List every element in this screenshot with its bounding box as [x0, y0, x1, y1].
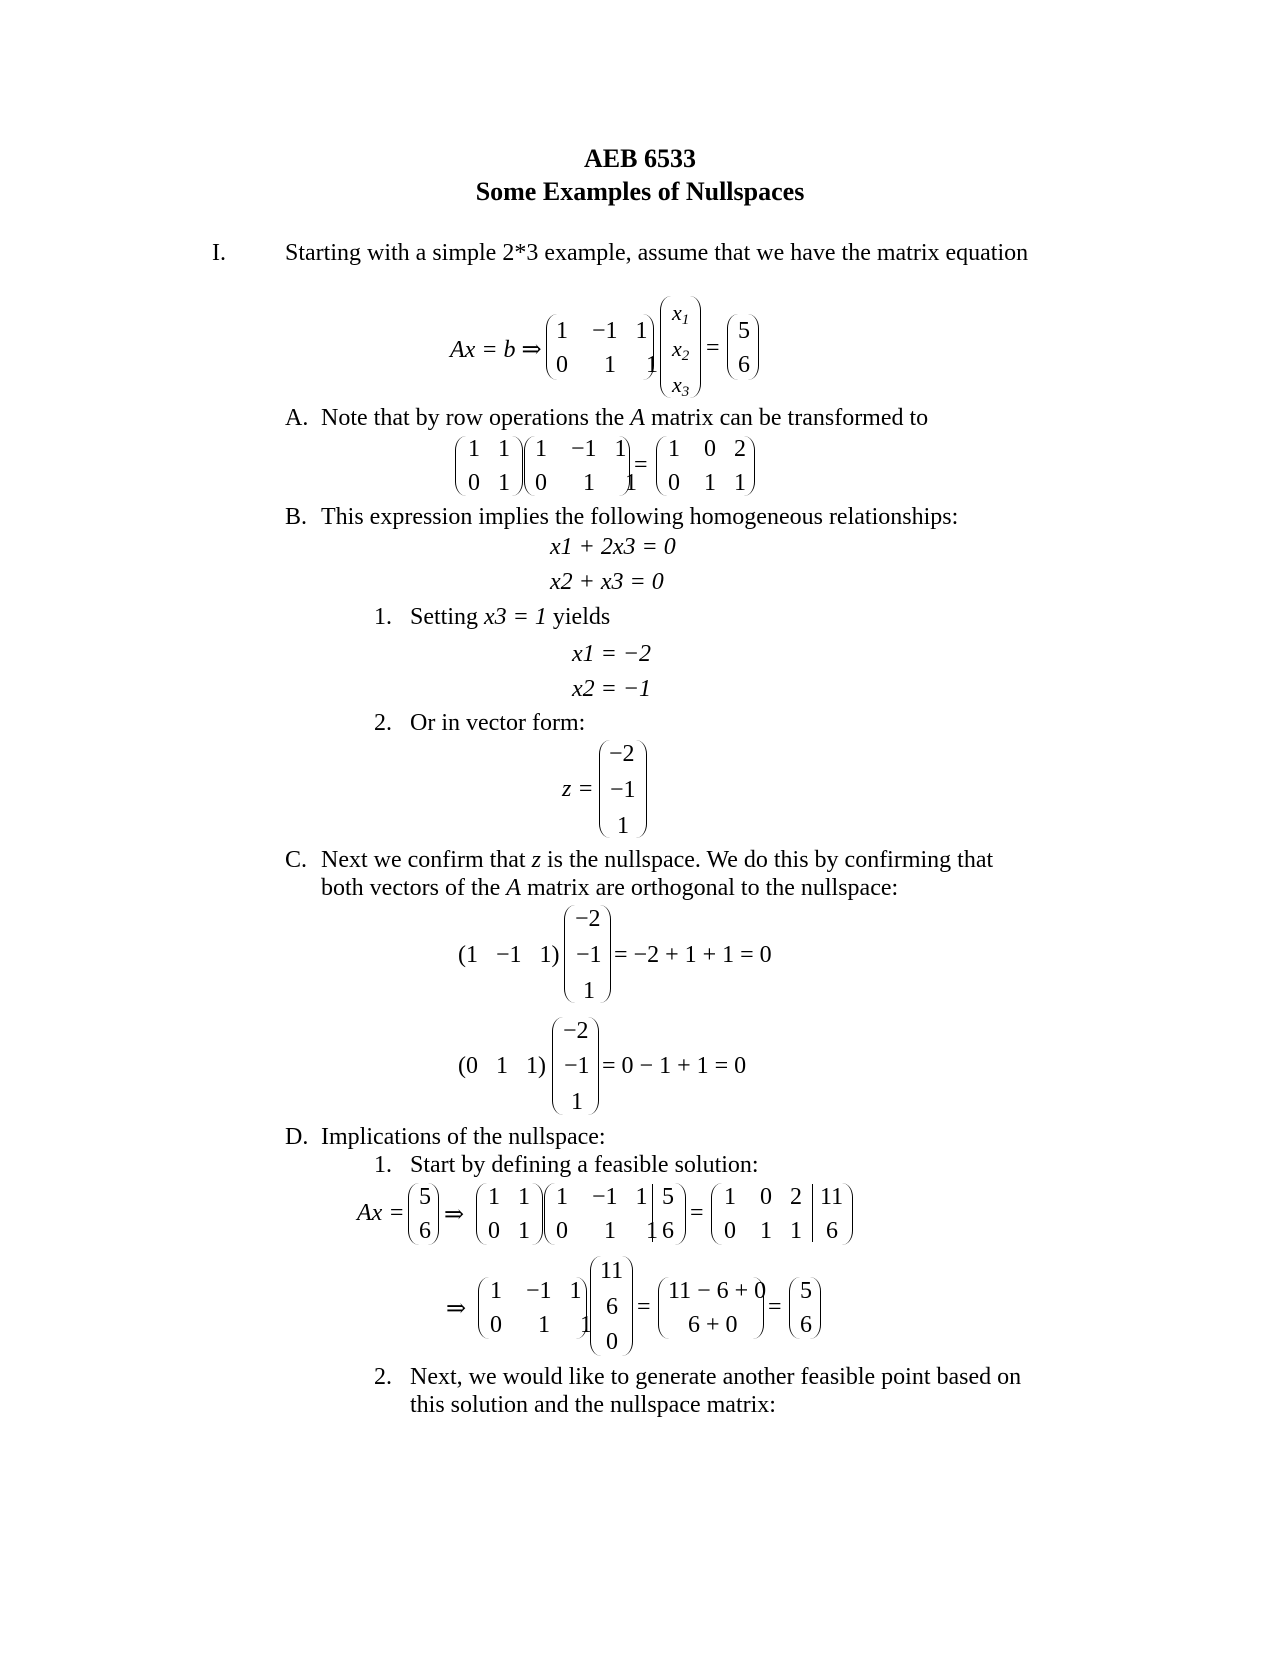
calc2: 6 + 0: [688, 1312, 738, 1338]
paren-left: [711, 1183, 722, 1245]
section-intro: Starting with a simple 2*3 example, assume that we have the matrix equation: [285, 240, 1029, 266]
b2: 6: [419, 1218, 431, 1244]
paren-right: [675, 1183, 686, 1245]
Rb-row1: 1 0 2: [724, 1184, 802, 1210]
R-row1: 1 0 2: [668, 436, 746, 462]
part-c-line1: Next we confirm that z is the nullspace. We do this by confirming that: [321, 847, 994, 873]
implies-arrow: ⇒: [446, 1296, 467, 1322]
part-b-label: B.: [285, 504, 308, 530]
A-row2: 0 1 1: [556, 352, 658, 378]
z1: −2: [575, 906, 601, 932]
Ab-rhs1: 5: [662, 1184, 674, 1210]
Rb-rhs1: 11: [820, 1184, 844, 1210]
Ab-row2: 0 1 1: [556, 1218, 658, 1244]
Rb-row2: 0 1 1: [724, 1218, 802, 1244]
row1-vector: (1 −1 1): [458, 942, 560, 968]
z3: 1: [583, 978, 595, 1004]
dot-result-2: = 0 − 1 + 1 = 0: [602, 1053, 747, 1079]
Rb-rhs2: 6: [826, 1218, 838, 1244]
b2: 6: [738, 352, 750, 378]
paren-left: [656, 436, 667, 496]
equals: =: [768, 1294, 782, 1320]
paren-left: [552, 1017, 563, 1115]
page-title: Some Examples of Nullspaces: [475, 177, 805, 206]
paren-right: [576, 1277, 587, 1339]
paren-right: [622, 1256, 633, 1356]
item-b2-text: Or in vector form:: [410, 710, 586, 736]
part-a-text: Note that by row operations the A matrix can be transformed to: [321, 405, 929, 431]
paren-left: [789, 1277, 800, 1339]
paren-right: [619, 436, 630, 496]
paren-right: [588, 1017, 599, 1115]
xf2: 6: [606, 1294, 618, 1320]
part-c-line2: both vectors of the A matrix are orthogonal to the nullspace:: [321, 875, 899, 901]
item-d2-line1: Next, we would like to generate another feasible point based on: [410, 1364, 1022, 1390]
part-d-label: D.: [285, 1124, 309, 1150]
z3: 1: [571, 1089, 583, 1115]
paren-right: [842, 1183, 853, 1245]
eq-main-lhs: Ax = b ⇒: [450, 337, 542, 363]
A2-row1: 1 −1 1: [490, 1278, 582, 1304]
res2: 6: [800, 1312, 812, 1338]
z-lhs: z =: [562, 776, 594, 802]
z3: 1: [617, 813, 629, 839]
augment-bar: [652, 1184, 653, 1242]
paren-left: [544, 1183, 555, 1245]
xf3: 0: [606, 1329, 618, 1355]
paren-left: [476, 1183, 487, 1245]
equals: =: [634, 452, 648, 478]
item-d2-line2: this solution and the nullspace matrix:: [410, 1392, 776, 1418]
part-a-label: A.: [285, 405, 309, 431]
xf1: 11: [600, 1258, 624, 1284]
row2-vector: (0 1 1): [458, 1053, 546, 1079]
Ab-row1: 1 −1 1: [556, 1184, 648, 1210]
E-row1: 1 1: [468, 436, 510, 462]
z2: −1: [576, 942, 602, 968]
equals: =: [690, 1200, 704, 1226]
paren-right: [643, 314, 654, 380]
E-row2: 0 1: [468, 470, 510, 496]
paren-right: [810, 1277, 821, 1339]
dot-result-1: = −2 + 1 + 1 = 0: [614, 942, 772, 968]
item-b1-text: Setting x3 = 1 yields: [410, 604, 611, 630]
A-row2: 0 1 1: [535, 470, 637, 496]
paren-right: [636, 740, 647, 838]
equals: =: [706, 335, 720, 361]
sol-x1: x1 = −2: [572, 641, 652, 667]
paren-left: [478, 1277, 489, 1339]
paren-left: [524, 436, 535, 496]
z2: −1: [610, 777, 636, 803]
z2: −1: [564, 1053, 590, 1079]
calc1: 11 − 6 + 0: [668, 1278, 767, 1304]
z1: −2: [563, 1018, 589, 1044]
x2: $x_2$: [672, 336, 690, 364]
sol-x2: x2 = −1: [572, 676, 652, 702]
A-row1: 1 −1 1: [556, 318, 648, 344]
paren-right: [532, 1183, 543, 1245]
E-row1: 1 1: [488, 1184, 530, 1210]
Ab-rhs2: 6: [662, 1218, 674, 1244]
part-b-text: This expression implies the following homogeneous relationships:: [321, 504, 959, 530]
paren-left: [455, 436, 466, 496]
implies-arrow: ⇒: [444, 1202, 465, 1228]
paren-right: [753, 1277, 764, 1339]
b1: 5: [738, 318, 750, 344]
item-d1-label: 1.: [374, 1152, 392, 1178]
hom-eq1: x1 + 2x3 = 0: [550, 534, 676, 560]
res1: 5: [800, 1278, 812, 1304]
paren-right: [512, 436, 523, 496]
course-code: AEB 6533: [584, 144, 696, 173]
equals: =: [637, 1294, 651, 1320]
item-b1-label: 1.: [374, 604, 392, 630]
part-d-text: Implications of the nullspace:: [321, 1124, 606, 1150]
paren-left: [564, 905, 575, 1003]
paren-right: [428, 1183, 439, 1245]
z1: −2: [609, 741, 635, 767]
item-b2-label: 2.: [374, 710, 392, 736]
x1: $x_1$: [672, 300, 690, 328]
augment-bar: [812, 1184, 813, 1242]
R-row2: 0 1 1: [668, 470, 746, 496]
paren-left: [660, 296, 671, 398]
part-c-label: C.: [285, 847, 308, 873]
A-row1: 1 −1 1: [535, 436, 627, 462]
hom-eq2: x2 + x3 = 0: [550, 569, 664, 595]
paren-right: [600, 905, 611, 1003]
paren-right: [748, 314, 759, 380]
paren-right: [690, 296, 701, 398]
b1: 5: [419, 1184, 431, 1210]
paren-right: [744, 436, 755, 496]
A2-row2: 0 1 1: [490, 1312, 592, 1338]
paren-left: [727, 314, 738, 380]
item-d2-label: 2.: [374, 1364, 392, 1390]
d-lhs: Ax =: [357, 1200, 405, 1226]
x3: $x_3$: [672, 372, 690, 400]
paren-left: [408, 1183, 419, 1245]
section-numeral: I.: [212, 240, 226, 266]
E-row2: 0 1: [488, 1218, 530, 1244]
item-d1-text: Start by defining a feasible solution:: [410, 1152, 759, 1178]
